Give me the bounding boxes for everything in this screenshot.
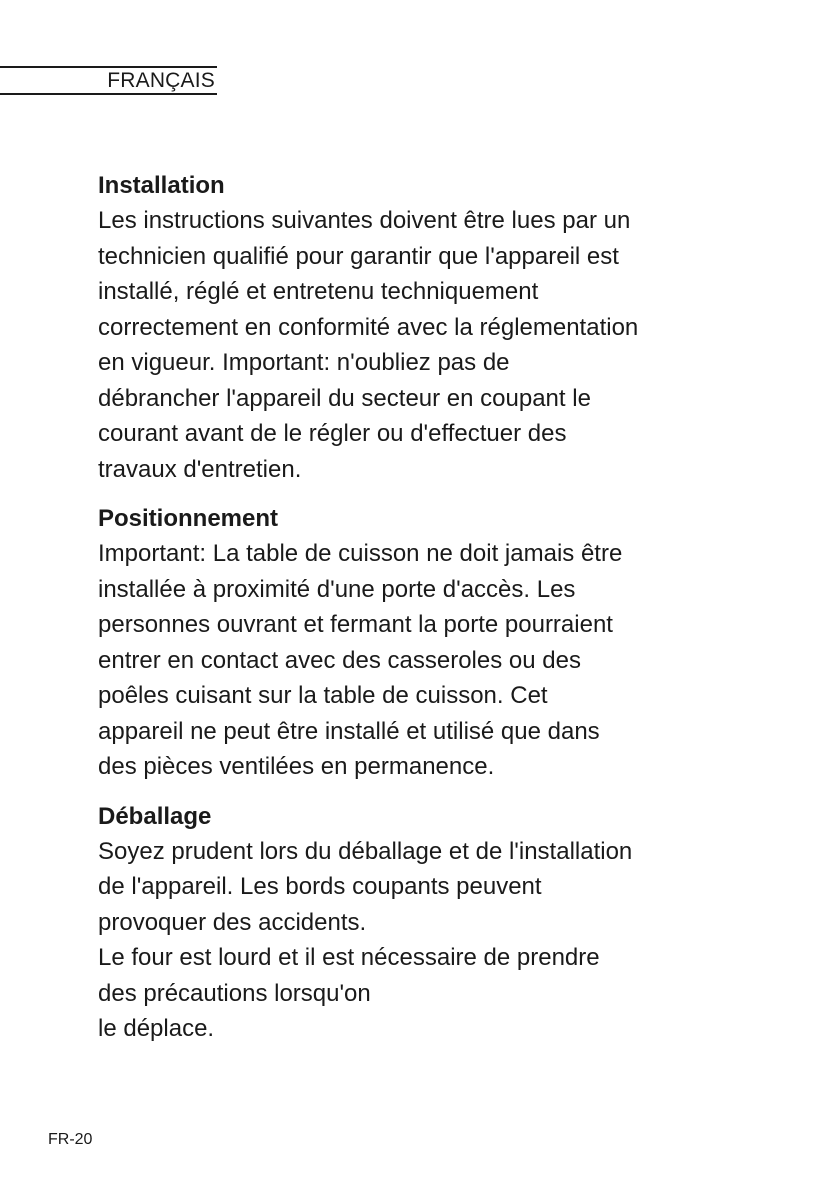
paragraph-line: de l'appareil. Les bords coupants peuvent [98,873,542,900]
section-deballage [98,799,738,1047]
paragraph-line: courant avant de le régler ou d'effectuer des [98,420,567,447]
section-title: Positionnement [98,505,279,532]
page-number: FR-20 [48,1131,93,1148]
section-installation [98,168,738,487]
paragraph-line: installée à proximité d'une porte d'accès. Les [98,575,576,603]
paragraph-line: des précautions lorsqu'on [98,979,371,1007]
paragraph-line: appareil ne peut être installé et utilisé que dans [98,717,600,745]
paragraph-line: correctement en conformité avec la réglementation [98,313,639,341]
section-title: Installation [98,172,225,199]
paragraph-line: poêles cuisant sur la table de cuisson. Cet [98,682,548,709]
section-positionnement [98,501,738,785]
paragraph-line: débrancher l'appareil du secteur en coupant le [98,384,591,412]
paragraph-line: travaux d'entretien. [98,455,302,483]
paragraph-line: Le four est lourd et il est nécessaire de prendre [98,944,600,971]
language-label: FRANÇAIS [107,69,215,92]
paragraph-line: des pièces ventilées en permanence. [98,753,495,780]
paragraph-line: en vigueur. Important: n'oubliez pas de [98,349,510,376]
paragraph-line: technicien qualifié pour garantir que l'appareil est [98,242,619,270]
paragraph-line: Important: La table de cuisson ne doit jamais être [98,540,623,567]
paragraph-line: provoquer des accidents. [98,908,367,936]
language-header-bar [0,66,217,95]
document-body [98,168,738,1047]
paragraph-line: le déplace. [98,1015,215,1042]
paragraph-line: installé, réglé et entretenu techniquement [98,278,539,305]
paragraph-line: personnes ouvrant et fermant la porte pourraient [98,611,613,638]
section-title: Déballage [98,802,212,830]
paragraph-line: Les instructions suivantes doivent être lues par un [98,207,631,234]
paragraph-line: entrer en contact avec des casseroles ou des [98,646,581,674]
paragraph-line: Soyez prudent lors du déballage et de l'installation [98,837,633,865]
